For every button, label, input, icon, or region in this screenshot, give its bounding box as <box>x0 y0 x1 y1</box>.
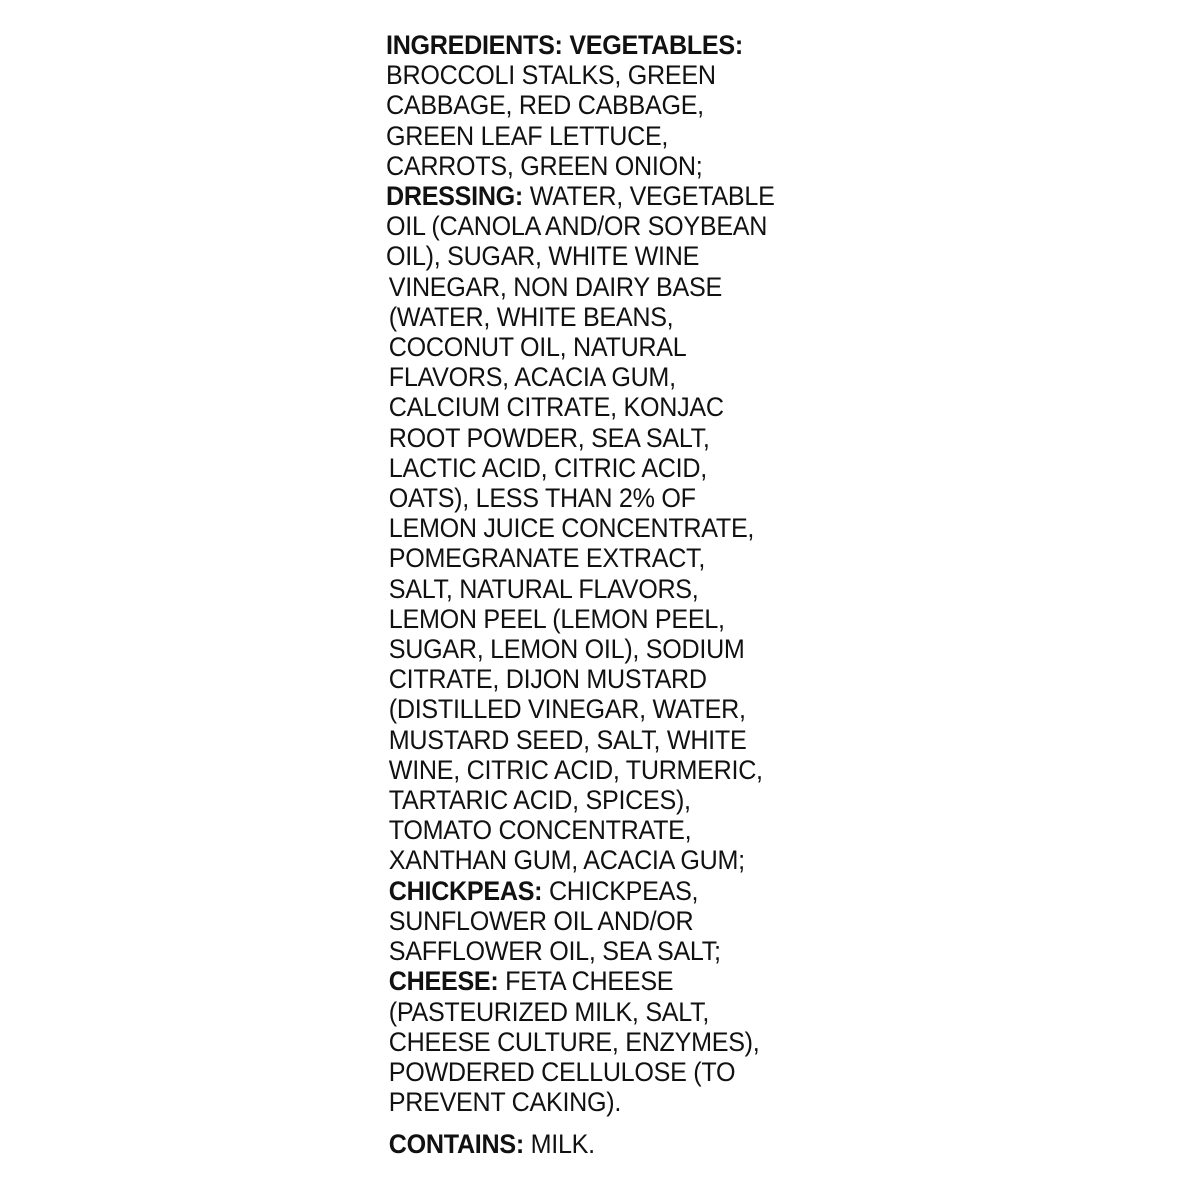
ingredient-text: OIL (CANOLA AND/OR SOYBEAN <box>386 211 768 242</box>
ingredient-text: PREVENT CAKING). <box>388 1087 622 1118</box>
section-heading: INGREDIENTS: VEGETABLES: <box>386 30 743 60</box>
ingredient-text: TOMATO CONCENTRATE, <box>388 815 692 846</box>
ingredient-line <box>386 604 795 634</box>
ingredient-text: CHICKPEAS, <box>542 875 699 906</box>
ingredient-line <box>386 151 795 181</box>
ingredient-text: MUSTARD SEED, SALT, WHITE <box>388 724 747 755</box>
section-heading: CHICKPEAS: <box>388 875 543 906</box>
ingredient-text: CARROTS, GREEN ONION; <box>386 150 703 181</box>
ingredient-text: LEMON JUICE CONCENTRATE, <box>388 513 755 544</box>
ingredient-line <box>386 785 795 815</box>
ingredient-line <box>386 211 795 241</box>
ingredient-text: LACTIC ACID, CITRIC ACID, <box>388 452 707 483</box>
ingredient-line <box>386 906 795 936</box>
ingredient-line <box>386 1027 795 1057</box>
ingredient-text: CABBAGE, RED CABBAGE, <box>386 90 704 121</box>
ingredient-line <box>386 634 795 664</box>
ingredient-line <box>386 543 795 573</box>
contains-statement <box>386 1129 795 1159</box>
ingredient-text: (DISTILLED VINEGAR, WATER, <box>388 694 746 725</box>
ingredient-line <box>386 755 795 785</box>
ingredient-line <box>386 362 795 392</box>
contains-heading: CONTAINS: <box>388 1129 524 1160</box>
ingredient-text: SUGAR, LEMON OIL), SODIUM <box>388 634 745 665</box>
ingredient-line <box>386 997 795 1027</box>
ingredient-text: SAFFLOWER OIL, SEA SALT; <box>388 936 721 967</box>
ingredient-line <box>386 90 795 120</box>
ingredient-line <box>386 1057 795 1087</box>
ingredient-line <box>386 876 795 906</box>
ingredients-list <box>386 30 826 1117</box>
ingredient-text: BROCCOLI STALKS, GREEN <box>386 60 716 91</box>
ingredient-line <box>386 725 795 755</box>
ingredient-text: CHEESE CULTURE, ENZYMES), <box>388 1026 760 1057</box>
ingredient-line <box>386 332 795 362</box>
ingredient-line <box>386 60 795 90</box>
ingredient-line <box>386 272 795 302</box>
section-heading: CHEESE: <box>388 966 499 997</box>
ingredient-text: TARTARIC ACID, SPICES), <box>388 785 691 816</box>
ingredient-text: LEMON PEEL (LEMON PEEL, <box>388 603 725 634</box>
ingredient-text: FETA CHEESE <box>498 966 674 997</box>
ingredient-text: OATS), LESS THAN 2% OF <box>388 483 696 514</box>
ingredient-line <box>386 241 795 271</box>
ingredient-text: ROOT POWDER, SEA SALT, <box>388 422 710 453</box>
ingredient-line <box>386 845 795 875</box>
ingredients-label <box>386 30 826 1160</box>
section-heading: DRESSING: <box>386 181 524 212</box>
ingredient-text: XANTHAN GUM, ACACIA GUM; <box>388 845 745 876</box>
ingredient-text: WATER, VEGETABLE <box>523 181 775 212</box>
ingredient-line <box>386 302 795 332</box>
ingredient-text: CITRATE, DIJON MUSTARD <box>388 664 707 695</box>
ingredient-text: WINE, CITRIC ACID, TURMERIC, <box>388 754 763 785</box>
ingredient-text: GREEN LEAF LETTUCE, <box>386 120 669 151</box>
ingredient-text: COCONUT OIL, NATURAL <box>388 332 687 363</box>
ingredient-line <box>386 392 795 422</box>
ingredient-text: POWDERED CELLULOSE (TO <box>388 1056 736 1087</box>
ingredient-line <box>386 483 795 513</box>
ingredient-line <box>386 513 795 543</box>
ingredient-text: VINEGAR, NON DAIRY BASE <box>388 271 722 302</box>
ingredient-text: SUNFLOWER OIL AND/OR <box>388 905 694 936</box>
ingredient-line <box>386 694 795 724</box>
ingredient-text: (PASTEURIZED MILK, SALT, <box>388 996 710 1027</box>
ingredient-line <box>386 30 795 60</box>
ingredient-line <box>386 121 795 151</box>
ingredient-line <box>386 453 795 483</box>
ingredient-text: POMEGRANATE EXTRACT, <box>388 543 706 574</box>
ingredient-text: CALCIUM CITRATE, KONJAC <box>388 392 724 423</box>
ingredient-line <box>386 966 795 996</box>
contains-value: MILK. <box>523 1129 595 1160</box>
ingredient-line <box>386 664 795 694</box>
ingredient-line <box>386 181 795 211</box>
ingredient-text: SALT, NATURAL FLAVORS, <box>388 573 699 604</box>
ingredient-text: OIL), SUGAR, WHITE WINE <box>386 241 700 272</box>
ingredient-line <box>386 423 795 453</box>
ingredient-line <box>386 1087 795 1117</box>
ingredient-text: (WATER, WHITE BEANS, <box>388 301 674 332</box>
ingredient-line <box>386 574 795 604</box>
ingredient-line <box>386 815 795 845</box>
ingredient-line <box>386 936 795 966</box>
ingredient-text: FLAVORS, ACACIA GUM, <box>388 362 676 393</box>
